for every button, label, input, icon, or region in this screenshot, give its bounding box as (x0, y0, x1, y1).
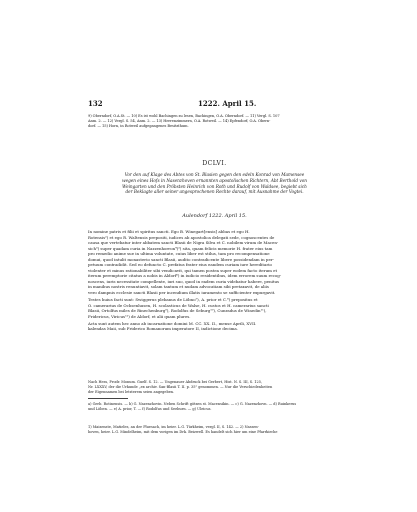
body-line: Rotensis²) et ego R. Waltensis prepositi, iudices ab apostolica delegati sede, cognoscentes de (88, 234, 275, 240)
body-line: iterum peremptorie citatus a nobis in Aldorf⁶) in iudicio residentibus, idem errorem suum recog- (88, 273, 282, 279)
body-line: petuum contradidit. Sed eo defuncto C. prefatus frater eius eandem curiam iure hereditario (88, 262, 272, 268)
page-header (88, 99, 341, 109)
regest-summary (88, 172, 341, 195)
regest-line: Vor den auf Klage des Abtes von St. Blasien gegen den edeln Konrad von Mamensee (124, 172, 305, 177)
page-number: 132 (88, 99, 103, 108)
regest-line: Weingarten und den Pröbsten Heinrich von Roth und Rudolf von Waldsee, begiebt sich (122, 183, 307, 189)
body-line: sich³) super quadam curia in Nazzenhorron⁴)⁵) sita, quam felicis memorie H. frater eius tam (88, 245, 273, 251)
body-line: vero dampnis ecclesie sancti Blasii per incendium illatis iuramento se sufficienter expurgavit. (88, 290, 276, 296)
bottom-footnotes (88, 425, 341, 435)
footnote-line: Anm. 2. — 12) Vergl. S. 54, Anm. 2. — 13) Herrenzimmern, O.A. Rotweil. — 14) Epfendorf, O.A. Obern- (88, 119, 271, 124)
body-paragraph (88, 321, 341, 332)
body-line: in manibus nostris renuntiavit, solam tantum et nudam advocatiam sibi pretaxavit, de aliis (88, 284, 269, 290)
body-line: Fridericus, Viricus¹²) de Aldorf, et alii quam plures. (88, 313, 191, 319)
footnote-separator (88, 398, 128, 399)
regest-line: der Beklagte aller seiner angesprochenen Rechte darauf, mit Ausnahme der Vogtei. (125, 189, 304, 195)
source-line: der Eigennamen bei letzterem seien angegeben. (88, 390, 175, 395)
body-paragraph (88, 297, 341, 319)
body-line: Blasii, Ortolfus miles de Rinechenburg⁹), Rodolfus de Seburg¹⁰), Cunradus de Winedin¹¹), (88, 308, 267, 314)
body-line: domui, quod intulit monasterio sancti Blasii, audito contradicente libere possidendam in per- (88, 256, 275, 262)
body-line: O. camerarius de Ochsenhusen, H. scolasticus de Walse, H. custos et H. camerarius sancti (88, 302, 269, 308)
dateline: Aulendorf 1222. April 15. (182, 213, 247, 219)
regest-line: wegen eines Hofs in Nasenzhoven ernannten apostolischen Richtern, Abt Berthold von (122, 177, 307, 183)
body-line: noscens, iuris necessitate compellente, iuri suo, quod in eadem curia videbatur habere, penitus (88, 278, 280, 284)
document-number: DCLVI. (202, 160, 227, 167)
body-line: kalendas Maii, sub Friderico Romanorum imperatore II, indictione decima. (88, 326, 239, 332)
body-line: Acta sunt autem hec anno ab incarnatione domini M. CC. XX. II., mense Aprili, XVII. (88, 320, 257, 326)
source-notes (88, 380, 341, 396)
document-body (88, 229, 341, 332)
body-line: Testes huius facti sunt: Swiggerus plebanus de Löbno⁷), A. prior et C.⁸) prepositus et (88, 297, 258, 303)
footnote-line: 9) Oberndorf, O.A.St. — 10) Es ist wohl Bachingen zu lesen, Bachingen, O.A. Oberndorf. — 11) Vergl. S. 107 (88, 114, 280, 118)
footnote-line: dorf. — 15) Horn, in Rotweil aufgegangenes Besitzthum. (88, 124, 189, 129)
variant-notes (88, 402, 341, 412)
variant-line: a) Gerb. Rotinensis. — b) G. Nazenzhovin. Neben Schrift götzen st. Macensikin. — c) G. Nazenzhovn. — d) Ruinkerus (88, 402, 297, 406)
body-line: pro remedio anime sue in ultima voluntate, cuius liber est stilus, tam pro recompensatione (88, 251, 270, 257)
footnote-line: hoven, heier. L.G. Mindelheim, mit dem vorigen im Drk. Beizwell. Es handelt sich hier um eine Pfarrkirche (88, 430, 278, 435)
body-line: causa que vertebatur inter abbatem sancti Blasii de Nigra Silva et C. nobilem virum de Macen- (88, 240, 279, 246)
running-title: 1222. April 15. (198, 99, 257, 108)
top-footnotes (88, 114, 341, 130)
footnote-line: 1) Maizenste, Matieles, an der Pluesach, im heier. L.G. Türkheim, vergl. II, S. 142. — 2) Nassen- (88, 425, 259, 429)
body-line: violenter et minus rationabiliter sibi vendicavit, qui tamen postea super eodem facto iterum et (88, 267, 278, 273)
body-line: In nomine patris et filii et spiritus sancti. Ego B. Winegart[ensis] abbas et ego H. (88, 229, 250, 234)
source-line: Nach Hess, Prodr. Monum. Guelf. S. 12. — Ungenauer Abdruck bei Gerbert, Hist. N. S. III, S. 125, (88, 380, 263, 384)
body-paragraph (88, 229, 341, 296)
variant-line: und Löben. — e) A. prior, T. — f) Rodolfus und Seeburn. — g) Uleicus. (88, 407, 212, 412)
source-line: Nr. LXXXV, der die Urkunde „ex archiv. San-Blasii T. II. p. 35" genommen. — Nur die Verschiedenheiten (88, 385, 273, 390)
